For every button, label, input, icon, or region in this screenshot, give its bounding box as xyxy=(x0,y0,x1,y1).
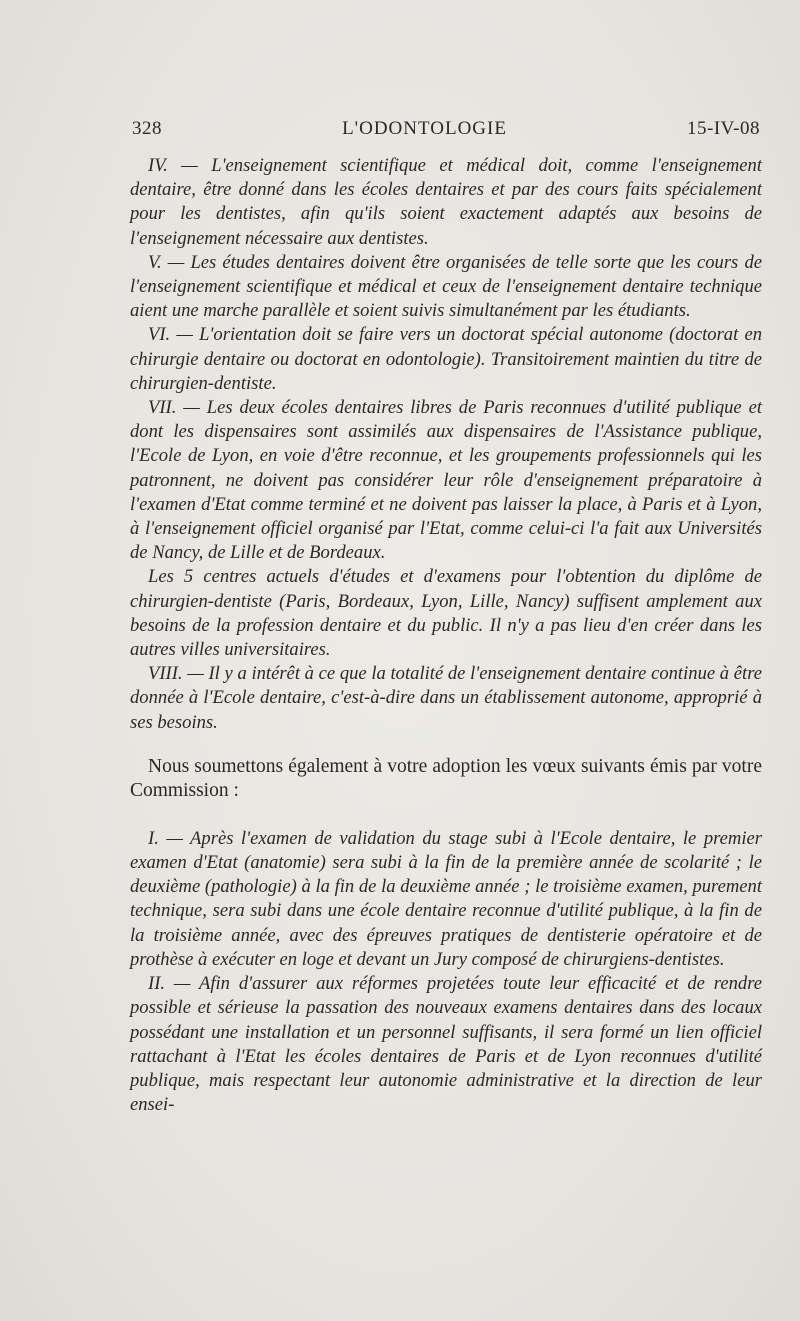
issue-date: 15-IV-08 xyxy=(687,118,760,139)
article-vii-continued: Les 5 centres actuels d'études et d'examens pour l'obtention du diplôme de chirurgien-dentiste (Paris, Bordeaux, Lyon, Lille, Nancy) suffisent amplement aux besoins de la profession dentaire et du public. Il n'y a pas lieu d'en créer dans les autres villes universitaires. xyxy=(130,566,762,661)
page-number: 328 xyxy=(132,118,162,139)
running-header xyxy=(132,118,760,140)
page-body xyxy=(130,154,762,1117)
voeux-intro: Nous soumettons également à votre adoption les vœux suivants émis par votre Commission : xyxy=(130,755,762,801)
voeu-ii: II. — Afin d'assurer aux réformes projetées toute leur efficacité et de rendre possible et sérieuse la passation des nouveaux examens dentaires dans des locaux possédant une installation et un personnel suffisants, il sera formé un lien officiel rattachant à l'Etat les écoles dentaires de Paris et de Lyon reconnues d'utilité publique, mais respectant leur autonomie administrative et la direction de leur ensei- xyxy=(130,973,762,1116)
article-viii: VIII. — Il y a intérêt à ce que la totalité de l'enseignement dentaire continue à être donnée à l'Ecole dentaire, c'est-à-dire dans un établissement autonome, approprié à ses besoins. xyxy=(130,663,762,733)
journal-title: L'ODONTOLOGIE xyxy=(342,118,507,139)
article-iv: IV. — L'enseignement scientifique et médical doit, comme l'enseignement dentaire, être donné dans les écoles dentaires et par des cours faits spécialement pour les dentistes, afin qu'ils soient exactement adaptés aux besoins de l'enseignement nécessaire aux dentistes. xyxy=(130,155,762,249)
article-vi: VI. — L'orientation doit se faire vers un doctorat spécial autonome (doctorat en chirurgie dentaire ou doctorat en odontologie). Transitoirement maintien du titre de chirurgien-dentiste. xyxy=(130,324,762,394)
article-v: V. — Les études dentaires doivent être organisées de telle sorte que les cours de l'enseignement scientifique et médical et ceux de l'enseignement dentaire technique aient une marche parallèle et soient suivis simultanément par les étudiants. xyxy=(130,251,762,322)
article-vii: VII. — Les deux écoles dentaires libres de Paris reconnues d'utilité publique et dont les dispensaires sont assimilés aux dispensaires de l'Assistance publique, l'Ecole de Lyon, en voie d'être reconnue, et les groupements professionnels qui les patronnent, ne doivent pas considérer leur rôle d'enseignement préparatoire à l'examen d'Etat comme terminé et ne doivent pas laisser la place, à Paris et à Lyon, à l'enseignement officiel organisé par l'Etat, comme celui-ci l'a fait aux Universités de Nancy, de Lille et de Bordeaux. xyxy=(130,397,762,564)
voeu-i: I. — Après l'examen de validation du stage subi à l'Ecole dentaire, le premier examen d'Etat (anatomie) sera subi à la fin de la première année de scolarité ; le deuxième (pathologie) à la fin de la deuxième année ; le troisième examen, purement technique, sera subi dans une école dentaire reconnue d'utilité publique, à la fin de la troisième année, avec des épreuves pratiques de dentisterie opératoire et de prothèse à exécuter en loge et devant un Jury composé de chirurgiens-dentistes. xyxy=(130,827,762,970)
